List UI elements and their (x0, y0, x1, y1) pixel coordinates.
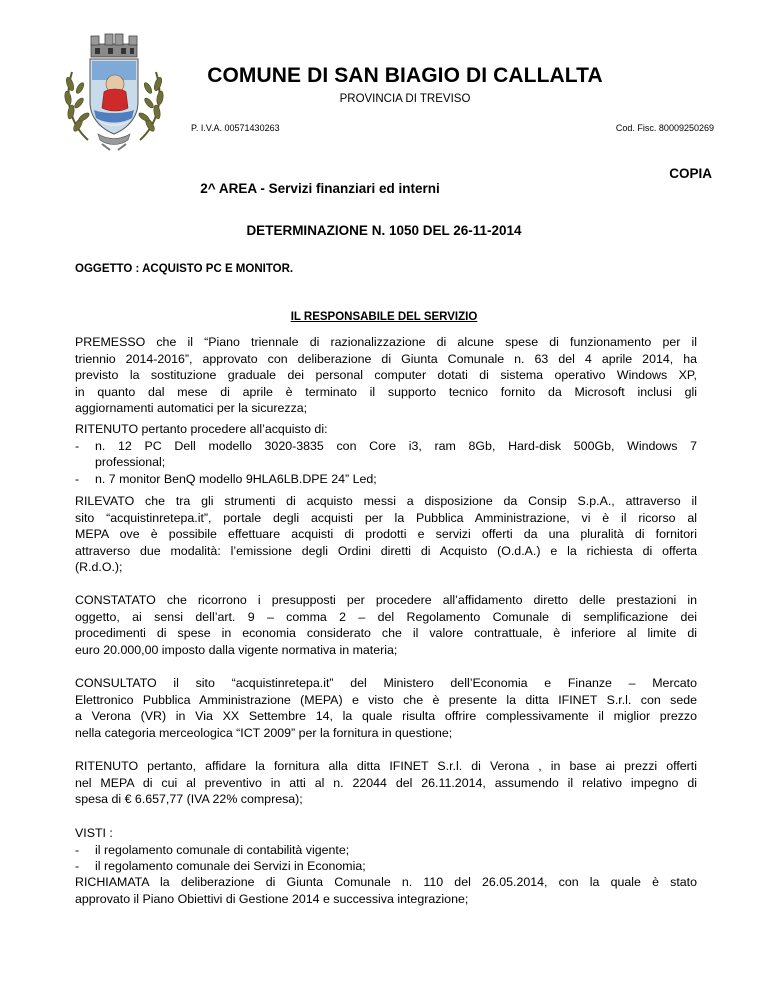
paragraph-line: RITENUTO pertanto procedere all’acquisto di: (75, 422, 328, 436)
area-heading: 2^ AREA - Servizi finanziari ed interni (200, 181, 440, 196)
list-item (75, 842, 697, 859)
paragraph-line: aggiornamenti automatici per la sicurezza; (75, 401, 308, 415)
paragraph-line: sito “acquistinretepa.it”, portale degli acquisti per la Pubblica Amministrazione, vi è il ricorso al (75, 510, 697, 525)
list-dash: - (75, 859, 80, 873)
paragraph-line: CONSULTATO il sito “acquistinretepa.it” del Ministero dell’Economia e Finanze – Mercato (75, 676, 697, 690)
list-item (75, 858, 697, 875)
paragraph-ritenuto-acquisto (75, 421, 697, 487)
paragraph-rilevato (75, 493, 697, 576)
list-dash: - (75, 438, 80, 453)
paragraph-line: in quanto dal mese di aprile è terminato il supporto tecnico fornito da Microsoft inclusi gli (75, 384, 697, 399)
copy-label: COPIA (669, 166, 712, 181)
list-dash: - (75, 471, 80, 486)
paragraph-line: Elettronico Pubblica Amministrazione (MEPA) e visto che è presente la ditta IFINET S.r.l. con sede (75, 692, 697, 707)
list-item (75, 471, 697, 488)
paragraph-line: CONSTATATO che ricorrono i presupposti per procedere all’affidamento diretto delle prestazioni in (75, 593, 697, 607)
paragraph-ritenuto-affidamento (75, 758, 697, 808)
paragraph-line: PREMESSO che il “Piano triennale di razionalizzazione di alcune spese di funzionamento per il (75, 335, 697, 349)
paragraph-line: professional; (95, 455, 166, 469)
paragraph-line: euro 20.000,00 imposto dalla vigente normativa in materia; (75, 642, 398, 657)
paragraph-line: a Verona (VR) in Via XX Settembre 14, la quale risulta offrire complessivamente il miglior prezzo (75, 709, 697, 723)
paragraph-line: nella categoria merceologica “ICT 2009” per la fornitura in questione; (75, 725, 453, 740)
paragraph-line: RICHIAMATA la deliberazione di Giunta Comunale n. 110 del 26.05.2014, con la quale è stato (75, 875, 697, 889)
paragraph-visti (75, 825, 697, 875)
paragraph-line: VISTI : (75, 826, 113, 840)
paragraph-premesso (75, 334, 697, 417)
paragraph-line: n. 7 monitor BenQ modello 9HLA6LB.DPE 24” Led; (95, 471, 377, 486)
municipal-crest-icon (58, 28, 170, 154)
vat-number: P. I.V.A. 00571430263 (191, 123, 280, 133)
paragraph-line: RILEVATO che tra gli strumenti di acquisto messi a disposizione da Consip S.p.A., attraverso il (75, 494, 697, 508)
paragraph-richiamata (75, 874, 697, 907)
municipality-title: COMUNE DI SAN BIAGIO DI CALLALTA (207, 64, 603, 87)
paragraph-line: approvato il Piano Obiettivi di Gestione 2014 e successiva integrazione; (75, 891, 469, 906)
paragraph-line: oggetto, ai sensi dell’art. 9 – comma 2 – del Regolamento Comunale di semplificazione dei (75, 609, 697, 624)
province-name: PROVINCIA DI TREVISO (339, 93, 471, 105)
paragraph-line: (R.d.O.); (75, 560, 123, 574)
subject-line: OGGETTO : ACQUISTO PC E MONITOR. (75, 263, 294, 275)
paragraph-line: nel MEPA di cui al preventivo in atti al n. 22044 del 26.11.2014, assumendo il relativo impegno di (75, 775, 697, 790)
paragraph-line: procedimenti di spese in economia considerato che il valore contrattuale, è inferiore al limite di (75, 626, 697, 640)
paragraph-consultato (75, 675, 697, 741)
paragraph-line: il regolamento comunale dei Servizi in Economia; (95, 859, 366, 873)
fiscal-code: Cod. Fisc. 80009250269 (615, 123, 714, 133)
paragraph-line: spesa di € 6.657,77 (IVA 22% compresa); (75, 792, 303, 806)
paragraph-line: MEPA ove è possibile effettuare acquisti di prodotti e servizi offerti da una pluralità di fornitori (75, 527, 697, 541)
paragraph-constatato (75, 592, 697, 658)
responsible-heading: IL RESPONSABILE DEL SERVIZIO (290, 311, 478, 323)
paragraph-line: attraverso due modalità: l’emissione degli Ordini diretti di Acquisto (O.d.A.) e la richiesta di offerta (75, 543, 697, 558)
paragraph-line: triennio 2014-2016”, approvato con deliberazione di Giunta Comunale n. 63 del 4 aprile 2014, ha (75, 351, 697, 366)
paragraph-line: previsto la sostituzione graduale dei personal computer dotati di sistema operativo Windows XP, (75, 368, 697, 382)
list-dash: - (75, 842, 80, 857)
determination-number: DETERMINAZIONE N. 1050 DEL 26-11-2014 (246, 223, 522, 238)
paragraph-line: il regolamento comunale di contabilità vigente; (95, 842, 350, 857)
paragraph-line: RITENUTO pertanto, affidare la fornitura alla ditta IFINET S.r.l. di Verona , in base ai prezzi offerti (75, 759, 697, 773)
list-item (75, 438, 697, 471)
paragraph-line: n. 12 PC Dell modello 3020-3835 con Core i3, ram 8Gb, Hard-disk 500Gb, Windows 7 (95, 438, 697, 453)
